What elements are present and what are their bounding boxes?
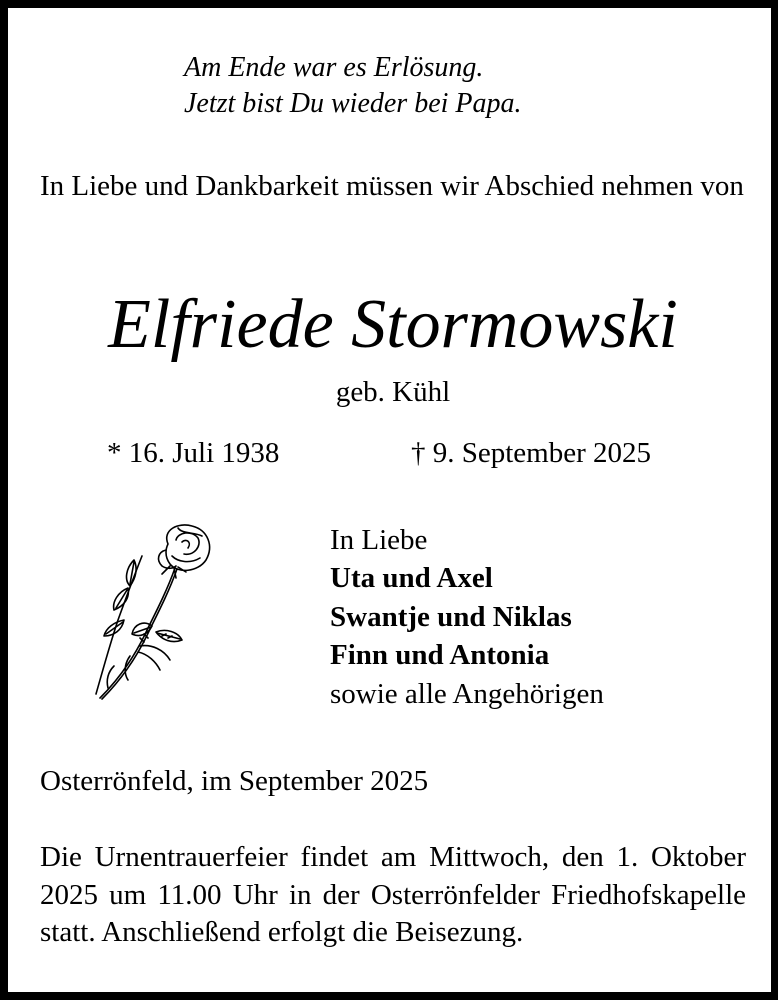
place-date: Osterrönfeld, im September 2025: [40, 765, 429, 797]
death-date: † 9. September 2025: [411, 437, 652, 469]
signature-opening: In Liebe: [330, 524, 428, 556]
birth-date: * 16. Juli 1938: [107, 437, 280, 469]
motto-line-1: Am Ende war es Erlösung.: [184, 52, 484, 83]
rose-icon: [82, 516, 218, 706]
mourner-name: Finn und Antonia: [330, 639, 550, 671]
maiden-name: geb. Kühl: [335, 376, 451, 408]
signature-closing: sowie alle Angehörigen: [330, 678, 604, 710]
intro-text: In Liebe und Dankbarkeit müssen wir Abschied nehmen von: [40, 170, 744, 202]
mourner-name: Uta und Axel: [330, 562, 493, 594]
mourner-name: Swantje und Niklas: [330, 601, 572, 633]
ceremony-text: Die Urnentrauerfeier findet am Mittwoch, den 1. Oktober 2025 um 11.00 Uhr in der Osterrönfelder Friedhofskapelle statt. Anschließend erfolgt die Beisezung.: [40, 841, 746, 948]
deceased-name: Elfriede Stormowski: [108, 286, 678, 363]
motto-line-2: Jetzt bist Du wieder bei Papa.: [184, 88, 522, 119]
